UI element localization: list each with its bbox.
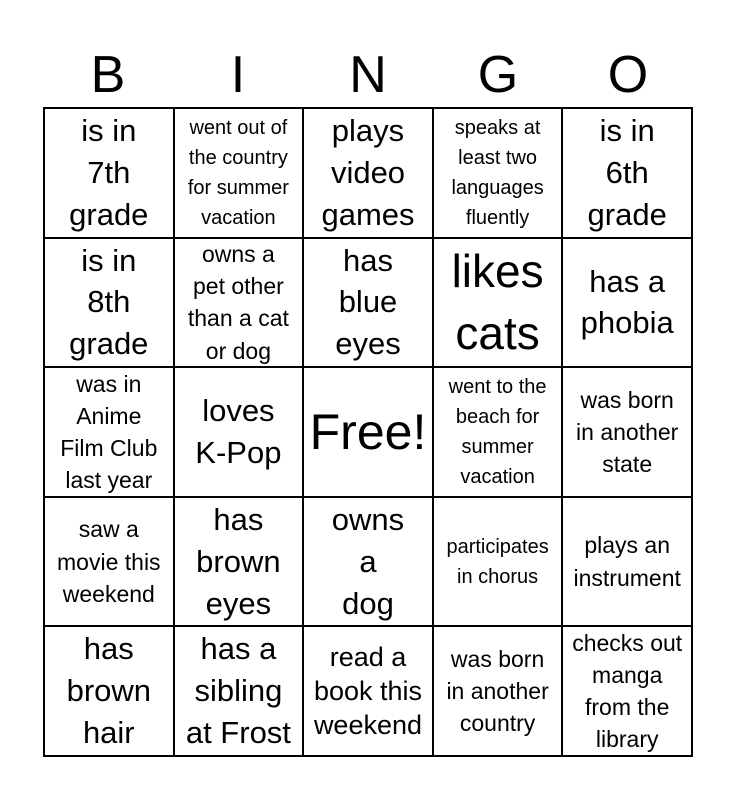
bingo-cell[interactable]: was born in another state	[562, 367, 692, 497]
bingo-cell[interactable]: saw a movie this weekend	[44, 497, 174, 627]
bingo-cell[interactable]: plays an instrument	[562, 497, 692, 627]
bingo-cell[interactable]: went to the beach for summer vacation	[433, 367, 563, 497]
bingo-header	[43, 44, 693, 106]
bingo-cell[interactable]: likes cats	[433, 238, 563, 368]
bingo-cell[interactable]: owns a dog	[303, 497, 433, 627]
bingo-cell[interactable]: read a book this weekend	[303, 626, 433, 756]
bingo-cell[interactable]: has a sibling at Frost	[174, 626, 304, 756]
bingo-cell[interactable]: owns a pet other than a cat or dog	[174, 238, 304, 368]
bingo-cell[interactable]: is in 8th grade	[44, 238, 174, 368]
bingo-cell[interactable]: is in 7th grade	[44, 108, 174, 238]
bingo-cell[interactable]: loves K-Pop	[174, 367, 304, 497]
bingo-cell[interactable]: plays video games	[303, 108, 433, 238]
bingo-cell[interactable]: speaks at least two languages fluently	[433, 108, 563, 238]
header-letter-o: O	[607, 46, 649, 104]
free-space-cell[interactable]: Free!	[303, 367, 433, 497]
header-letter-i: I	[230, 46, 246, 104]
bingo-cell[interactable]: was born in another country	[433, 626, 563, 756]
bingo-cell[interactable]: was in Anime Film Club last year	[44, 367, 174, 497]
bingo-cell[interactable]: has brown eyes	[174, 497, 304, 627]
bingo-cell[interactable]: has brown hair	[44, 626, 174, 756]
bingo-board	[43, 107, 693, 757]
bingo-cell[interactable]: checks out manga from the library	[562, 626, 692, 756]
bingo-cell[interactable]: participates in chorus	[433, 497, 563, 627]
header-letter-n: N	[349, 46, 387, 104]
header-letter-g: G	[477, 46, 519, 104]
bingo-cell[interactable]: is in 6th grade	[562, 108, 692, 238]
bingo-cell[interactable]: has a phobia	[562, 238, 692, 368]
bingo-cell[interactable]: went out of the country for summer vacation	[174, 108, 304, 238]
bingo-cell[interactable]: has blue eyes	[303, 238, 433, 368]
header-letter-b: B	[90, 46, 126, 104]
